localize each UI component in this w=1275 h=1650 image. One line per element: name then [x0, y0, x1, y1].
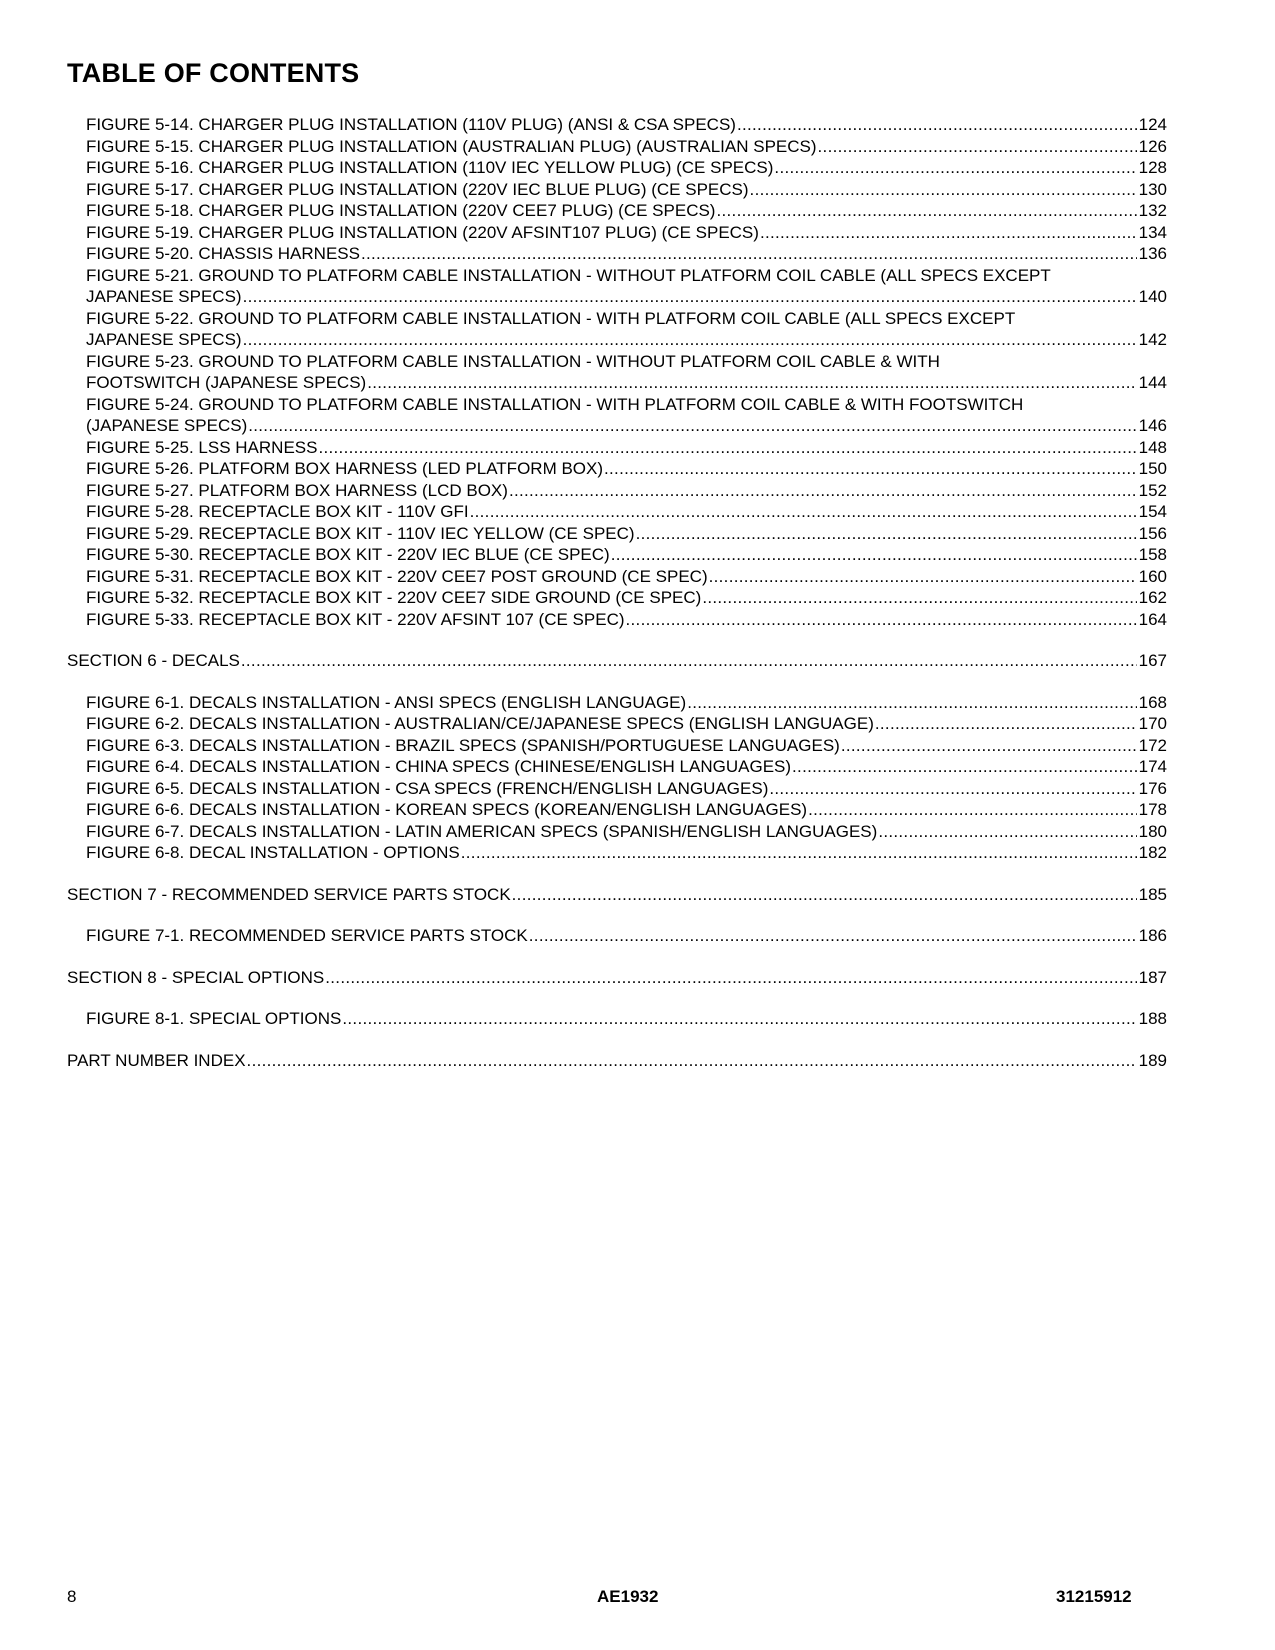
- toc-entry-title: FIGURE 6-6. DECALS INSTALLATION - KOREAN SPECS (KOREAN/ENGLISH LANGUAGES): [86, 800, 808, 819]
- toc-page-number: 180: [1138, 821, 1167, 841]
- toc-entry-line: [86, 114, 1167, 136]
- toc-figure-entry[interactable]: [67, 458, 1167, 480]
- dot-leader: [461, 842, 1137, 864]
- toc-entry-line: [86, 458, 1167, 480]
- toc-page-number: 178: [1138, 800, 1167, 819]
- toc-entry-line: [86, 157, 1167, 179]
- toc-list: [67, 114, 1167, 1091]
- toc-section-entry[interactable]: [67, 650, 1167, 672]
- dot-leader: [604, 458, 1137, 480]
- toc-page-number: 142: [1138, 330, 1167, 349]
- toc-page-number: 134: [1138, 222, 1167, 242]
- toc-page-number: 156: [1138, 523, 1167, 543]
- toc-entry-title: FIGURE 5-14. CHARGER PLUG INSTALLATION (110V PLUG) (ANSI & CSA SPECS): [86, 115, 736, 134]
- toc-entry-title: FIGURE 5-31. RECEPTACLE BOX KIT - 220V CEE7 POST GROUND (CE SPEC): [86, 566, 708, 586]
- toc-page-number: 172: [1138, 735, 1167, 755]
- toc-page-number: 182: [1138, 843, 1167, 862]
- dot-leader: [509, 480, 1137, 502]
- toc-entry-title: FIGURE 5-16. CHARGER PLUG INSTALLATION (110V IEC YELLOW PLUG) (CE SPECS): [86, 158, 774, 177]
- toc-figure-entry[interactable]: [67, 265, 1167, 308]
- toc-page-number: 186: [1138, 926, 1167, 945]
- toc-page-number: 126: [1138, 136, 1167, 156]
- toc-figure-entry[interactable]: [67, 566, 1167, 588]
- toc-figure-entry[interactable]: [67, 778, 1167, 800]
- dot-leader: [875, 713, 1137, 735]
- toc-figure-entry[interactable]: [67, 351, 1167, 394]
- toc-entry-line: [86, 136, 1167, 158]
- toc-page-number: 144: [1138, 373, 1167, 392]
- dot-leader: [470, 501, 1137, 523]
- toc-page-number: 128: [1138, 158, 1167, 177]
- dot-leader: [808, 799, 1137, 821]
- toc-page-number: 152: [1138, 480, 1167, 500]
- toc-entry-title: FIGURE 5-22. GROUND TO PLATFORM CABLE INSTALLATION - WITH PLATFORM COIL CABLE (ALL SPECS EXCEPT: [86, 308, 1016, 328]
- toc-entry-title: SECTION 7 - RECOMMENDED SERVICE PARTS STOCK: [67, 884, 511, 904]
- toc-page-number: 185: [1138, 884, 1167, 904]
- dot-leader: [636, 523, 1137, 545]
- toc-entry-line: [86, 351, 1167, 373]
- toc-figure-entry[interactable]: [67, 480, 1167, 502]
- toc-entry-line: [86, 735, 1167, 757]
- toc-figure-entry[interactable]: [67, 243, 1167, 265]
- toc-entry-line: [67, 1050, 1167, 1072]
- toc-entry-line: [86, 713, 1167, 735]
- dot-leader: [702, 587, 1136, 609]
- footer-part-number: 31215912: [1056, 1587, 1132, 1606]
- toc-entry-line: [86, 286, 1167, 308]
- toc-page-number: 164: [1138, 609, 1167, 629]
- dot-leader: [687, 692, 1136, 714]
- dot-leader: [769, 778, 1136, 800]
- toc-entry-line: [86, 1008, 1167, 1030]
- toc-figure-entry[interactable]: [67, 437, 1167, 459]
- toc-entry-line: [67, 967, 1167, 989]
- toc-page-number: 168: [1138, 692, 1167, 712]
- dot-leader: [760, 222, 1137, 244]
- toc-figure-entry[interactable]: [67, 609, 1167, 631]
- toc-figure-entry[interactable]: [67, 735, 1167, 757]
- toc-page-number: 176: [1138, 778, 1167, 798]
- toc-entry-line: [86, 243, 1167, 265]
- toc-entry-line: [86, 821, 1167, 843]
- footer-page-number: 8: [67, 1587, 77, 1606]
- dot-leader: [841, 735, 1137, 757]
- dot-leader: [512, 884, 1137, 906]
- toc-page-number: 146: [1138, 416, 1167, 435]
- toc-entry-line: [86, 265, 1167, 287]
- toc-entry-line: [86, 501, 1167, 523]
- toc-page-number: 188: [1138, 1009, 1167, 1028]
- toc-figure-entry[interactable]: [67, 200, 1167, 222]
- dot-leader: [774, 157, 1136, 179]
- dot-leader: [611, 544, 1137, 566]
- dot-leader: [248, 415, 1136, 437]
- toc-entry-line: [86, 692, 1167, 714]
- toc-figure-entry[interactable]: [67, 157, 1167, 179]
- dot-leader: [737, 114, 1137, 136]
- toc-entry-title: FIGURE 5-32. RECEPTACLE BOX KIT - 220V CEE7 SIDE GROUND (CE SPEC): [86, 588, 702, 607]
- dot-leader: [367, 372, 1136, 394]
- toc-page-number: 160: [1138, 566, 1167, 586]
- toc-figure-entry[interactable]: [67, 799, 1167, 821]
- toc-entry-title: FIGURE 5-24. GROUND TO PLATFORM CABLE INSTALLATION - WITH PLATFORM COIL CABLE & WITH FOOTSWITCH: [86, 394, 1024, 414]
- dot-leader: [818, 136, 1137, 158]
- toc-page-number: 187: [1138, 967, 1167, 987]
- toc-entry-title: SECTION 6 - DECALS: [67, 651, 240, 670]
- toc-entry-title: FIGURE 5-20. CHASSIS HARNESS: [86, 244, 360, 263]
- toc-entry-line: [86, 799, 1167, 821]
- toc-page-number: 158: [1138, 545, 1167, 564]
- dot-leader: [243, 286, 1137, 308]
- toc-entry-title: FIGURE 6-7. DECALS INSTALLATION - LATIN AMERICAN SPECS (SPANISH/ENGLISH LANGUAGES): [86, 821, 878, 841]
- toc-entry-title: FIGURE 8-1. SPECIAL OPTIONS: [86, 1009, 342, 1028]
- toc-page-number: 162: [1138, 588, 1167, 607]
- toc-figure-entry[interactable]: [67, 821, 1167, 843]
- toc-entry-title: FIGURE 5-15. CHARGER PLUG INSTALLATION (AUSTRALIAN PLUG) (AUSTRALIAN SPECS): [86, 136, 817, 156]
- toc-entry-title: SECTION 8 - SPECIAL OPTIONS: [67, 967, 325, 987]
- toc-entry-title: FIGURE 5-23. GROUND TO PLATFORM CABLE INSTALLATION - WITHOUT PLATFORM COIL CABLE & WITH: [86, 351, 940, 371]
- toc-entry-line: [86, 179, 1167, 201]
- toc-entry-line: [86, 544, 1167, 566]
- toc-page-number: 140: [1138, 287, 1167, 306]
- toc-figure-entry[interactable]: [67, 501, 1167, 523]
- toc-figure-entry[interactable]: [67, 523, 1167, 545]
- toc-entry-title: FIGURE 5-29. RECEPTACLE BOX KIT - 110V IEC YELLOW (CE SPEC): [86, 523, 635, 543]
- dot-leader: [325, 967, 1136, 989]
- toc-entry-title: PART NUMBER INDEX: [67, 1050, 246, 1070]
- toc-entry-line: [86, 394, 1167, 416]
- toc-entry-title: FIGURE 6-4. DECALS INSTALLATION - CHINA SPECS (CHINESE/ENGLISH LANGUAGES): [86, 757, 792, 776]
- toc-page-number: 124: [1138, 115, 1167, 134]
- toc-section-entry[interactable]: [67, 884, 1167, 906]
- toc-entry-title: FIGURE 5-17. CHARGER PLUG INSTALLATION (220V IEC BLUE PLUG) (CE SPECS): [86, 179, 749, 199]
- toc-figure-entry[interactable]: [67, 1008, 1167, 1030]
- toc-entry-line: [86, 415, 1167, 437]
- toc-figure-entry[interactable]: [67, 756, 1167, 778]
- toc-figure-entry[interactable]: [67, 179, 1167, 201]
- toc-entry-line: [86, 222, 1167, 244]
- toc-entry-title: FIGURE 5-19. CHARGER PLUG INSTALLATION (220V AFSINT107 PLUG) (CE SPECS): [86, 222, 759, 242]
- dot-leader: [241, 650, 1137, 672]
- toc-figure-entry[interactable]: [67, 692, 1167, 714]
- toc-entry-title: FIGURE 5-26. PLATFORM BOX HARNESS (LED PLATFORM BOX): [86, 459, 604, 478]
- toc-entry-line: [86, 842, 1167, 864]
- toc-figure-entry[interactable]: [67, 114, 1167, 136]
- toc-entry-line: [86, 308, 1167, 330]
- toc-entry-line: [67, 884, 1167, 906]
- toc-entry-title: FIGURE 6-2. DECALS INSTALLATION - AUSTRALIAN/CE/JAPANESE SPECS (ENGLISH LANGUAGE): [86, 714, 874, 733]
- toc-entry-title: FIGURE 6-8. DECAL INSTALLATION - OPTIONS: [86, 843, 460, 862]
- toc-page-number: 170: [1138, 714, 1167, 733]
- toc-figure-entry[interactable]: [67, 222, 1167, 244]
- toc-section-entry[interactable]: [67, 967, 1167, 989]
- dot-leader: [626, 609, 1137, 631]
- toc-entry-line: [86, 523, 1167, 545]
- footer-model: AE1932: [597, 1587, 659, 1606]
- toc-figure-entry[interactable]: [67, 544, 1167, 566]
- dot-leader: [878, 821, 1136, 843]
- toc-entry-title: FIGURE 5-33. RECEPTACLE BOX KIT - 220V AFSINT 107 (CE SPEC): [86, 609, 625, 629]
- dot-leader: [750, 179, 1137, 201]
- dot-leader: [318, 437, 1136, 459]
- toc-entry-title: FIGURE 5-18. CHARGER PLUG INSTALLATION (220V CEE7 PLUG) (CE SPECS): [86, 201, 716, 220]
- toc-entry-line: [86, 480, 1167, 502]
- toc-entry-title: JAPANESE SPECS): [86, 330, 242, 349]
- dot-leader: [792, 756, 1137, 778]
- dot-leader: [716, 200, 1136, 222]
- toc-page-number: 167: [1138, 651, 1167, 670]
- toc-entry-line: [86, 756, 1167, 778]
- toc-entry-line: [86, 925, 1167, 947]
- toc-entry-line: [86, 587, 1167, 609]
- toc-page-number: 130: [1138, 179, 1167, 199]
- toc-entry-title: FIGURE 5-25. LSS HARNESS: [86, 437, 318, 457]
- toc-page-number: 150: [1138, 459, 1167, 478]
- toc-figure-entry[interactable]: [67, 136, 1167, 158]
- toc-page-number: 189: [1138, 1050, 1167, 1070]
- toc-page-number: 154: [1138, 502, 1167, 521]
- toc-entry-line: [86, 778, 1167, 800]
- dot-leader: [529, 925, 1137, 947]
- toc-figure-entry[interactable]: [67, 713, 1167, 735]
- toc-page-number: 136: [1138, 244, 1167, 263]
- toc-page-number: 148: [1138, 437, 1167, 457]
- toc-entry-line: [86, 372, 1167, 394]
- toc-entry-title: FIGURE 6-5. DECALS INSTALLATION - CSA SPECS (FRENCH/ENGLISH LANGUAGES): [86, 778, 769, 798]
- toc-figure-entry[interactable]: [67, 308, 1167, 351]
- toc-entry-title: (JAPANESE SPECS): [86, 416, 248, 435]
- dot-leader: [243, 329, 1137, 351]
- toc-page-number: 174: [1138, 757, 1167, 776]
- toc-entry-line: [67, 650, 1167, 672]
- toc-page-number: 132: [1138, 201, 1167, 220]
- toc-entry-title: FIGURE 5-27. PLATFORM BOX HARNESS (LCD BOX): [86, 480, 508, 500]
- toc-figure-entry[interactable]: [67, 587, 1167, 609]
- toc-entry-title: FIGURE 6-1. DECALS INSTALLATION - ANSI SPECS (ENGLISH LANGUAGE): [86, 692, 687, 712]
- toc-entry-title: FIGURE 5-28. RECEPTACLE BOX KIT - 110V GFI: [86, 502, 469, 521]
- dot-leader: [342, 1008, 1136, 1030]
- toc-entry-title: JAPANESE SPECS): [86, 287, 242, 306]
- toc-section-entry[interactable]: [67, 1050, 1167, 1072]
- toc-figure-entry[interactable]: [67, 842, 1167, 864]
- toc-entry-line: [86, 329, 1167, 351]
- toc-entry-title: FIGURE 5-21. GROUND TO PLATFORM CABLE INSTALLATION - WITHOUT PLATFORM COIL CABLE (ALL SPECS EXCEPT: [86, 265, 1051, 285]
- toc-entry-line: [86, 437, 1167, 459]
- toc-entry-line: [86, 200, 1167, 222]
- toc-entry-line: [86, 609, 1167, 631]
- dot-leader: [709, 566, 1137, 588]
- toc-figure-entry[interactable]: [67, 394, 1167, 437]
- toc-entry-title: FIGURE 7-1. RECOMMENDED SERVICE PARTS STOCK: [86, 926, 528, 945]
- toc-entry-line: [86, 566, 1167, 588]
- toc-entry-title: FIGURE 6-3. DECALS INSTALLATION - BRAZIL SPECS (SPANISH/PORTUGUESE LANGUAGES): [86, 735, 840, 755]
- toc-figure-entry[interactable]: [67, 925, 1167, 947]
- page-title: TABLE OF CONTENTS: [67, 58, 360, 88]
- dot-leader: [247, 1050, 1137, 1072]
- dot-leader: [361, 243, 1137, 265]
- toc-entry-title: FIGURE 5-30. RECEPTACLE BOX KIT - 220V IEC BLUE (CE SPEC): [86, 545, 610, 564]
- toc-entry-title: FOOTSWITCH (JAPANESE SPECS): [86, 373, 367, 392]
